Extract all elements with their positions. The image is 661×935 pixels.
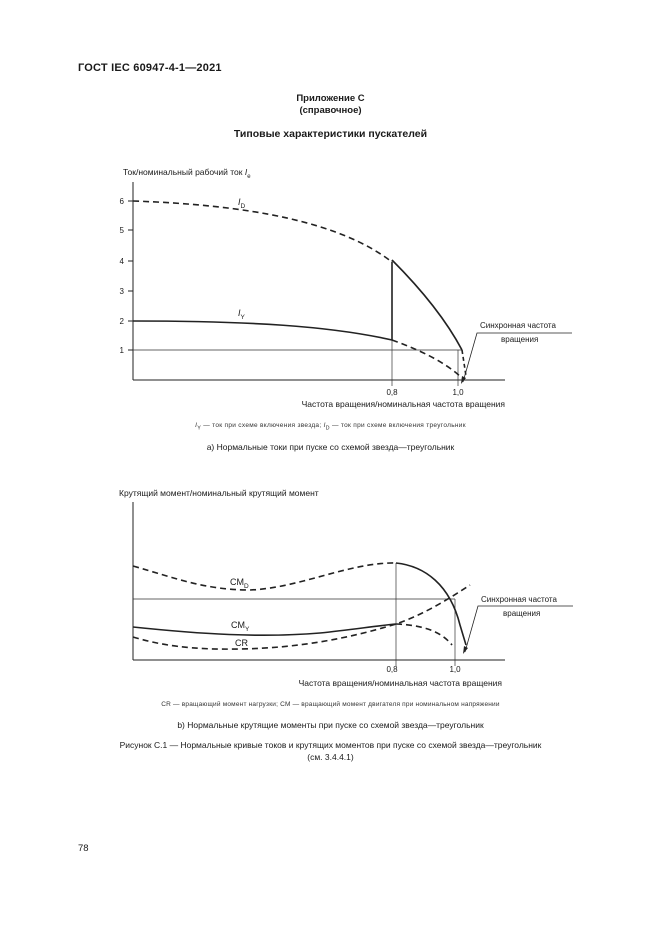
chart-a-ytick-6: 6 xyxy=(119,197,124,206)
chart-a-caption: a) Нормальные токи при пуске со схемой звезда—треугольник xyxy=(206,442,455,452)
chart-a-ytick-1: 1 xyxy=(119,346,124,355)
annex-title: Приложение С xyxy=(296,93,365,104)
chart-b-cmy-label: $CM_Y$ xyxy=(231,620,250,633)
chart-b-caption: b) Нормальные крутящие моменты при пуске со схемой звезда—треугольник xyxy=(177,720,484,730)
chart-a-ytick-5: 5 xyxy=(119,226,124,235)
chart-b-sync-arrow-icon xyxy=(463,646,468,654)
chart-a-id-curve-solid xyxy=(392,260,462,350)
chart-b-cmy-curve-dashed xyxy=(396,624,452,645)
chart-b-xlabel: Частота вращения/номинальная частота вращения xyxy=(298,678,502,688)
chart-b-sync-label-2: вращения xyxy=(503,609,541,618)
figure-caption-line-2: (см. 3.4.4.1) xyxy=(307,752,354,762)
chart-a-iy-curve-dashed xyxy=(392,340,462,378)
chart-a-y-ticks xyxy=(120,197,133,355)
section-title: Типовые характеристики пускателей xyxy=(233,128,428,140)
chart-a-legend: $I_Y$ — ток при схеме включения звезда; $I_D$ — ток при схеме включения треугольник xyxy=(195,422,466,432)
chart-b-cr-label: CR xyxy=(235,638,248,648)
chart-a-iy-curve-solid xyxy=(133,321,392,340)
chart-b-ylabel: Крутящий момент/номинальный крутящий момент xyxy=(119,488,319,498)
chart-b-xtick-08: 0,8 xyxy=(386,665,398,674)
chart-a-currents xyxy=(0,155,661,415)
chart-b-cr-curve xyxy=(133,585,470,649)
chart-a-sync-label-2: вращения xyxy=(501,335,539,344)
chart-b-cmy-curve-solid xyxy=(133,624,396,635)
chart-a-id-curve-dashed xyxy=(133,201,392,262)
chart-b-sync-label-1: Синхронная частота xyxy=(481,595,557,604)
chart-a-xtick-10: 1,0 xyxy=(452,388,464,397)
chart-a-sync-label-1: Синхронная частота xyxy=(480,321,556,330)
chart-b-xtick-10: 1,0 xyxy=(449,665,461,674)
figure-caption-line-1: Рисунок С.1 — Нормальные кривые токов и крутящих моментов при пуске со схемой звезда—треугольник xyxy=(119,740,542,750)
chart-b-cmd-label: $CM_D$ xyxy=(230,577,249,590)
page-number: 78 xyxy=(78,843,89,854)
chart-a-ytick-3: 3 xyxy=(119,287,124,296)
chart-a-id-label: $I_D$ xyxy=(238,197,246,210)
chart-a-xtick-08: 0,8 xyxy=(386,388,398,397)
chart-a-ytick-2: 2 xyxy=(119,317,124,326)
chart-b-legend: CR — вращающий момент нагрузки; CM — вращающий момент двигателя при номинальном напряжении xyxy=(161,701,500,708)
chart-a-id-tail xyxy=(462,350,466,376)
chart-a-xlabel: Частота вращения/номинальная частота вращения xyxy=(301,399,505,409)
document-code: ГОСТ IEC 60947-4-1—2021 xyxy=(78,62,222,74)
annex-subtitle: (справочное) xyxy=(299,105,362,116)
chart-b-cmd-curve-solid xyxy=(396,563,466,645)
chart-a-ytick-4: 4 xyxy=(119,257,124,266)
chart-b-torques xyxy=(0,480,661,695)
chart-a-iy-label: $I_Y$ xyxy=(238,308,245,321)
chart-a-ylabel: Ток/номинальный рабочий ток $I_e$ xyxy=(123,167,251,180)
figure-caption xyxy=(0,739,661,763)
chart-b-cmd-curve-dashed xyxy=(133,563,396,590)
